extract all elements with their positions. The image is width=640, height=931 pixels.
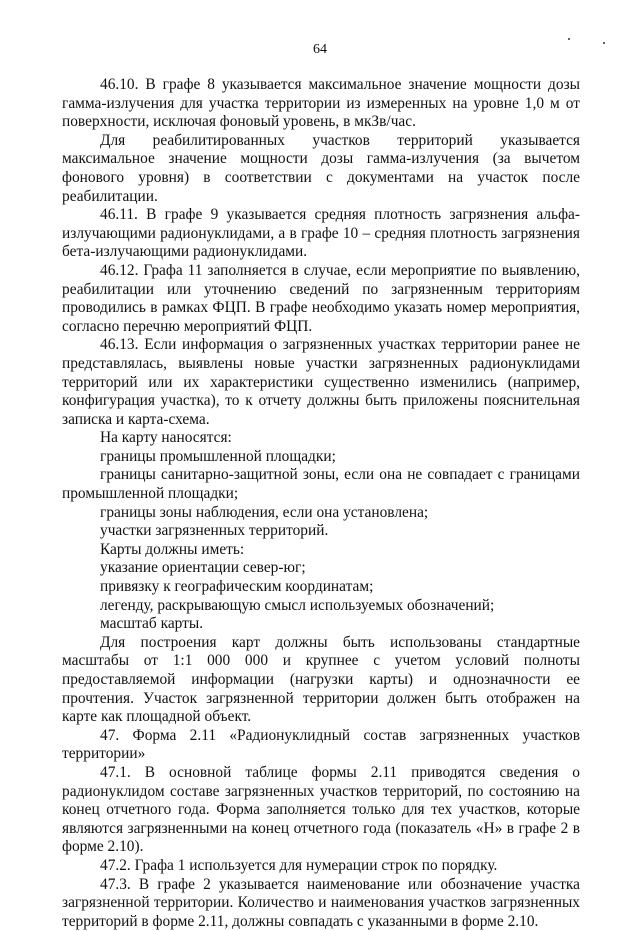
document-body — [62, 76, 580, 931]
list-item: границы санитарно-защитной зоны, если она не совпадает с границами промышленной площадки; — [62, 466, 580, 503]
scan-speck — [603, 42, 605, 44]
paragraph-46-11: 46.11. В графе 9 указывается средняя плотность загрязнения альфа-излучающими радионуклидами, а в графе 10 – средняя плотность загрязнения бета-излучающими радионуклидами. — [62, 206, 580, 261]
list-item: масштаб карты. — [100, 615, 204, 633]
map-requirements-heading: Карты должны иметь: — [100, 540, 245, 558]
scan-speck — [568, 38, 570, 40]
section-heading-47: 47. Форма 2.11 «Радионуклидный состав загрязненных участков территории» — [62, 726, 580, 763]
list-item: указание ориентации север-юг; — [100, 559, 306, 577]
paragraph-47-3: 47.3. В графе 2 указывается наименование или обозначение участка загрязненной территории. Количество и наименования участков загрязненных территорий в форме 2.11, должны совпадать с указанными в форме 2.10. — [62, 875, 580, 930]
list-item: привязку к географическим координатам; — [100, 578, 374, 596]
list-item: границы промышленной площадки; — [100, 447, 336, 465]
paragraph-47-2: 47.2. Графа 1 используется для нумерации строк по порядку. — [100, 856, 498, 874]
paragraph-46-12: 46.12. Графа 11 заполняется в случае, если мероприятие по выявлению, реабилитации или уточнению сведений по загрязненным территориям проводились в рамках ФЦП. В графе необходимо указать номер мероприятия, согласно перечню мероприятий ФЦП. — [62, 261, 580, 335]
paragraph-map-scales: Для построения карт должны быть использованы стандартные масштабы от 1:1 000 000 и крупнее с учетом условий полноты предоставляемой информации (нагрузки карты) и однозначности ее прочтения. Участок загрязненной территории должен быть отображен на карте как площадной объект. — [62, 633, 580, 726]
list-item: легенду, раскрывающую смысл используемых обозначений; — [100, 596, 495, 614]
paragraph-46-13: 46.13. Если информация о загрязненных участках территории ранее не представлялась, выявлены новые участки загрязненных радионуклидами территорий или их характеристики существенно изменились (например, конфигурация участка), то к отчету должны быть приложены пояснительная записка и карта-схема. — [62, 336, 580, 428]
paragraph-rehabilitated-sites: Для реабилитированных участков территорий указывается максимальное значение мощности дозы гамма-излучения (за вычетом фонового уровня) в соответствии с документами на участок после реабилитации. — [62, 131, 580, 205]
map-contents-heading: На карту наносятся: — [100, 429, 232, 447]
paragraph-46-10: 46.10. В графе 8 указывается максимальное значение мощности дозы гамма-излучения для участка территории из измеренных на уровне 1,0 м от поверхности, исключая фоновый уровень, в мкЗв/час. — [62, 76, 580, 131]
list-item: участки загрязненных территорий. — [100, 522, 329, 540]
list-item: границы зоны наблюдения, если она установлена; — [100, 503, 429, 521]
page-number: 64 — [313, 42, 327, 57]
paragraph-47-1: 47.1. В основной таблице формы 2.11 приводятся сведения о радионуклидом составе загрязненных участков территорий, по состоянию на конец отчетного года. Форма заполняется только для тех участков, которые являются загрязненными на конец отчетного года (показатель «Н» в графе 2 в форме 2.10). — [62, 763, 580, 856]
